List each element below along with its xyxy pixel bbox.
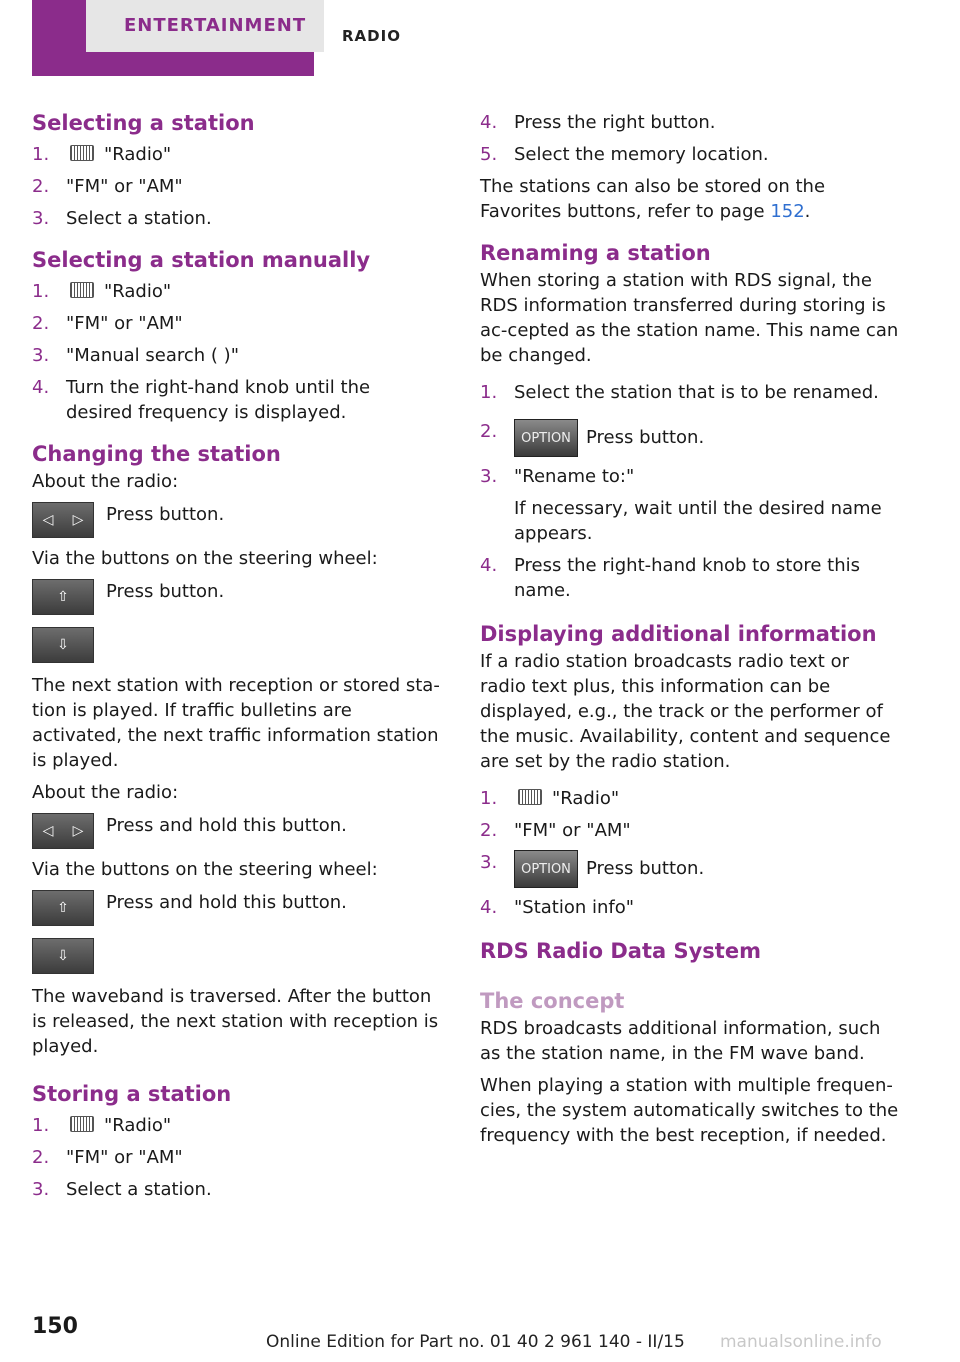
arrow-down-icon: ⇩ [57, 947, 69, 964]
steering-up-button-image [32, 890, 94, 926]
list-item: 2. OPTION Press button. [480, 419, 900, 457]
rename-text: When storing a station with RDS signal, the RDS information transferred during storing is ac-cepted as the station name. This name can be changed. [480, 270, 899, 366]
list-item: 4. Press the right button. [480, 112, 716, 133]
option-button-image: OPTION [514, 850, 578, 888]
arrow-up-icon: ⇧ [57, 588, 69, 605]
steering-text-2: Via the buttons on the steering wheel: [32, 859, 378, 880]
radio-icon [518, 789, 542, 805]
list-item: 3. "Manual search ( )" [32, 345, 239, 366]
list-item: 4. "Station info" [480, 897, 635, 918]
right-column [480, 110, 900, 1148]
seek-hold-button-row: ◁ ▷ Press and hold this button. [32, 813, 442, 849]
heading-storing-station: Storing a station [32, 1082, 232, 1106]
seek-button-row: ◁ ▷ Press button. [32, 502, 442, 538]
steering-hold-button-row: ⇧ ⇩ Press and hold this button. [32, 890, 442, 974]
heading-rds: RDS Radio Data System [480, 939, 761, 963]
list-item: 4. Turn the right-hand knob until the desired frequency is displayed. [32, 377, 371, 423]
concept-text-2: When playing a station with multiple frequen-cies, the system automatically switches to the frequency with the best reception, if needed. [480, 1075, 899, 1146]
list-item: 4. Press the right-hand knob to store this name. [480, 555, 861, 601]
favorites-text: The stations can also be stored on the Favorites buttons, refer to page 152. [480, 176, 826, 222]
list-item: 3. "Rename to:" If necessary, wait until the desired name appears. [480, 466, 882, 544]
heading-additional-info: Displaying additional information [480, 622, 877, 646]
seek-buttons-image [32, 502, 94, 538]
header-tab [32, 0, 314, 76]
next-station-text: The next station with reception or stored sta-tion is played. If traffic bulletins are activated, the next traffic information station is played. [32, 675, 440, 771]
steering-down-button-image [32, 627, 94, 663]
list-item: 3. Select a station. [32, 208, 212, 229]
list-item: 3. Select a station. [32, 1179, 212, 1200]
steering-down-button-image [32, 938, 94, 974]
watermark: manualsonline.info [720, 1332, 882, 1352]
list-item: 2. "FM" or "AM" [480, 820, 631, 841]
list-item: 1. "Radio" [480, 788, 620, 809]
heading-changing-station: Changing the station [32, 442, 281, 466]
list-item: 5. Select the memory location. [480, 144, 769, 165]
heading-concept: The concept [480, 989, 625, 1013]
subsection-title: RADIO [342, 27, 401, 45]
list-item: 2. "FM" or "AM" [32, 1147, 183, 1168]
list-item: 1. "Radio" [32, 1115, 172, 1136]
arrow-up-icon: ⇧ [57, 899, 69, 916]
radio-icon [70, 1116, 94, 1132]
heading-renaming-station: Renaming a station [480, 241, 711, 265]
list-item: 1. "Radio" [32, 144, 172, 165]
list-item: 3. OPTION Press button. [480, 850, 900, 888]
concept-text-1: RDS broadcasts additional information, such as the station name, in the FM wave band. [480, 1018, 881, 1064]
edition-text: Online Edition for Part no. 01 40 2 961 140 - II/15 [266, 1332, 685, 1352]
list-item: 2. "FM" or "AM" [32, 313, 183, 334]
steering-up-button-image [32, 579, 94, 615]
left-column [32, 108, 442, 1209]
heading-selecting-station: Selecting a station [32, 111, 255, 135]
about-radio-text-2: About the radio: [32, 782, 179, 803]
radio-icon [70, 282, 94, 298]
heading-manual-station: Selecting a station manually [32, 248, 371, 272]
section-title: ENTERTAINMENT [86, 0, 324, 52]
option-button-image: OPTION [514, 419, 578, 457]
steering-button-row: ⇧ ⇩ Press button. [32, 579, 442, 663]
arrow-right-icon: ▷ [72, 822, 84, 839]
arrow-left-icon: ◁ [42, 822, 54, 839]
list-item: 2. "FM" or "AM" [32, 176, 183, 197]
seek-buttons-image [32, 813, 94, 849]
list-item: 1. Select the station that is to be renamed. [480, 382, 879, 403]
list-item: 1. "Radio" [32, 281, 172, 302]
waveband-text: The waveband is traversed. After the button is released, the next station with reception is played. [32, 986, 439, 1057]
page-number: 150 [32, 1314, 78, 1339]
about-radio-text: About the radio: [32, 471, 179, 492]
radio-icon [70, 145, 94, 161]
info-text: If a radio station broadcasts radio text or radio text plus, this information can be displayed, e.g., the track or the performer of the music. Availability, content and sequence are set by the radio station. [480, 651, 891, 772]
arrow-down-icon: ⇩ [57, 636, 69, 653]
steering-text: Via the buttons on the steering wheel: [32, 548, 378, 569]
arrow-left-icon: ◁ [42, 511, 54, 528]
page-link[interactable]: 152 [770, 201, 805, 222]
arrow-right-icon: ▷ [72, 511, 84, 528]
